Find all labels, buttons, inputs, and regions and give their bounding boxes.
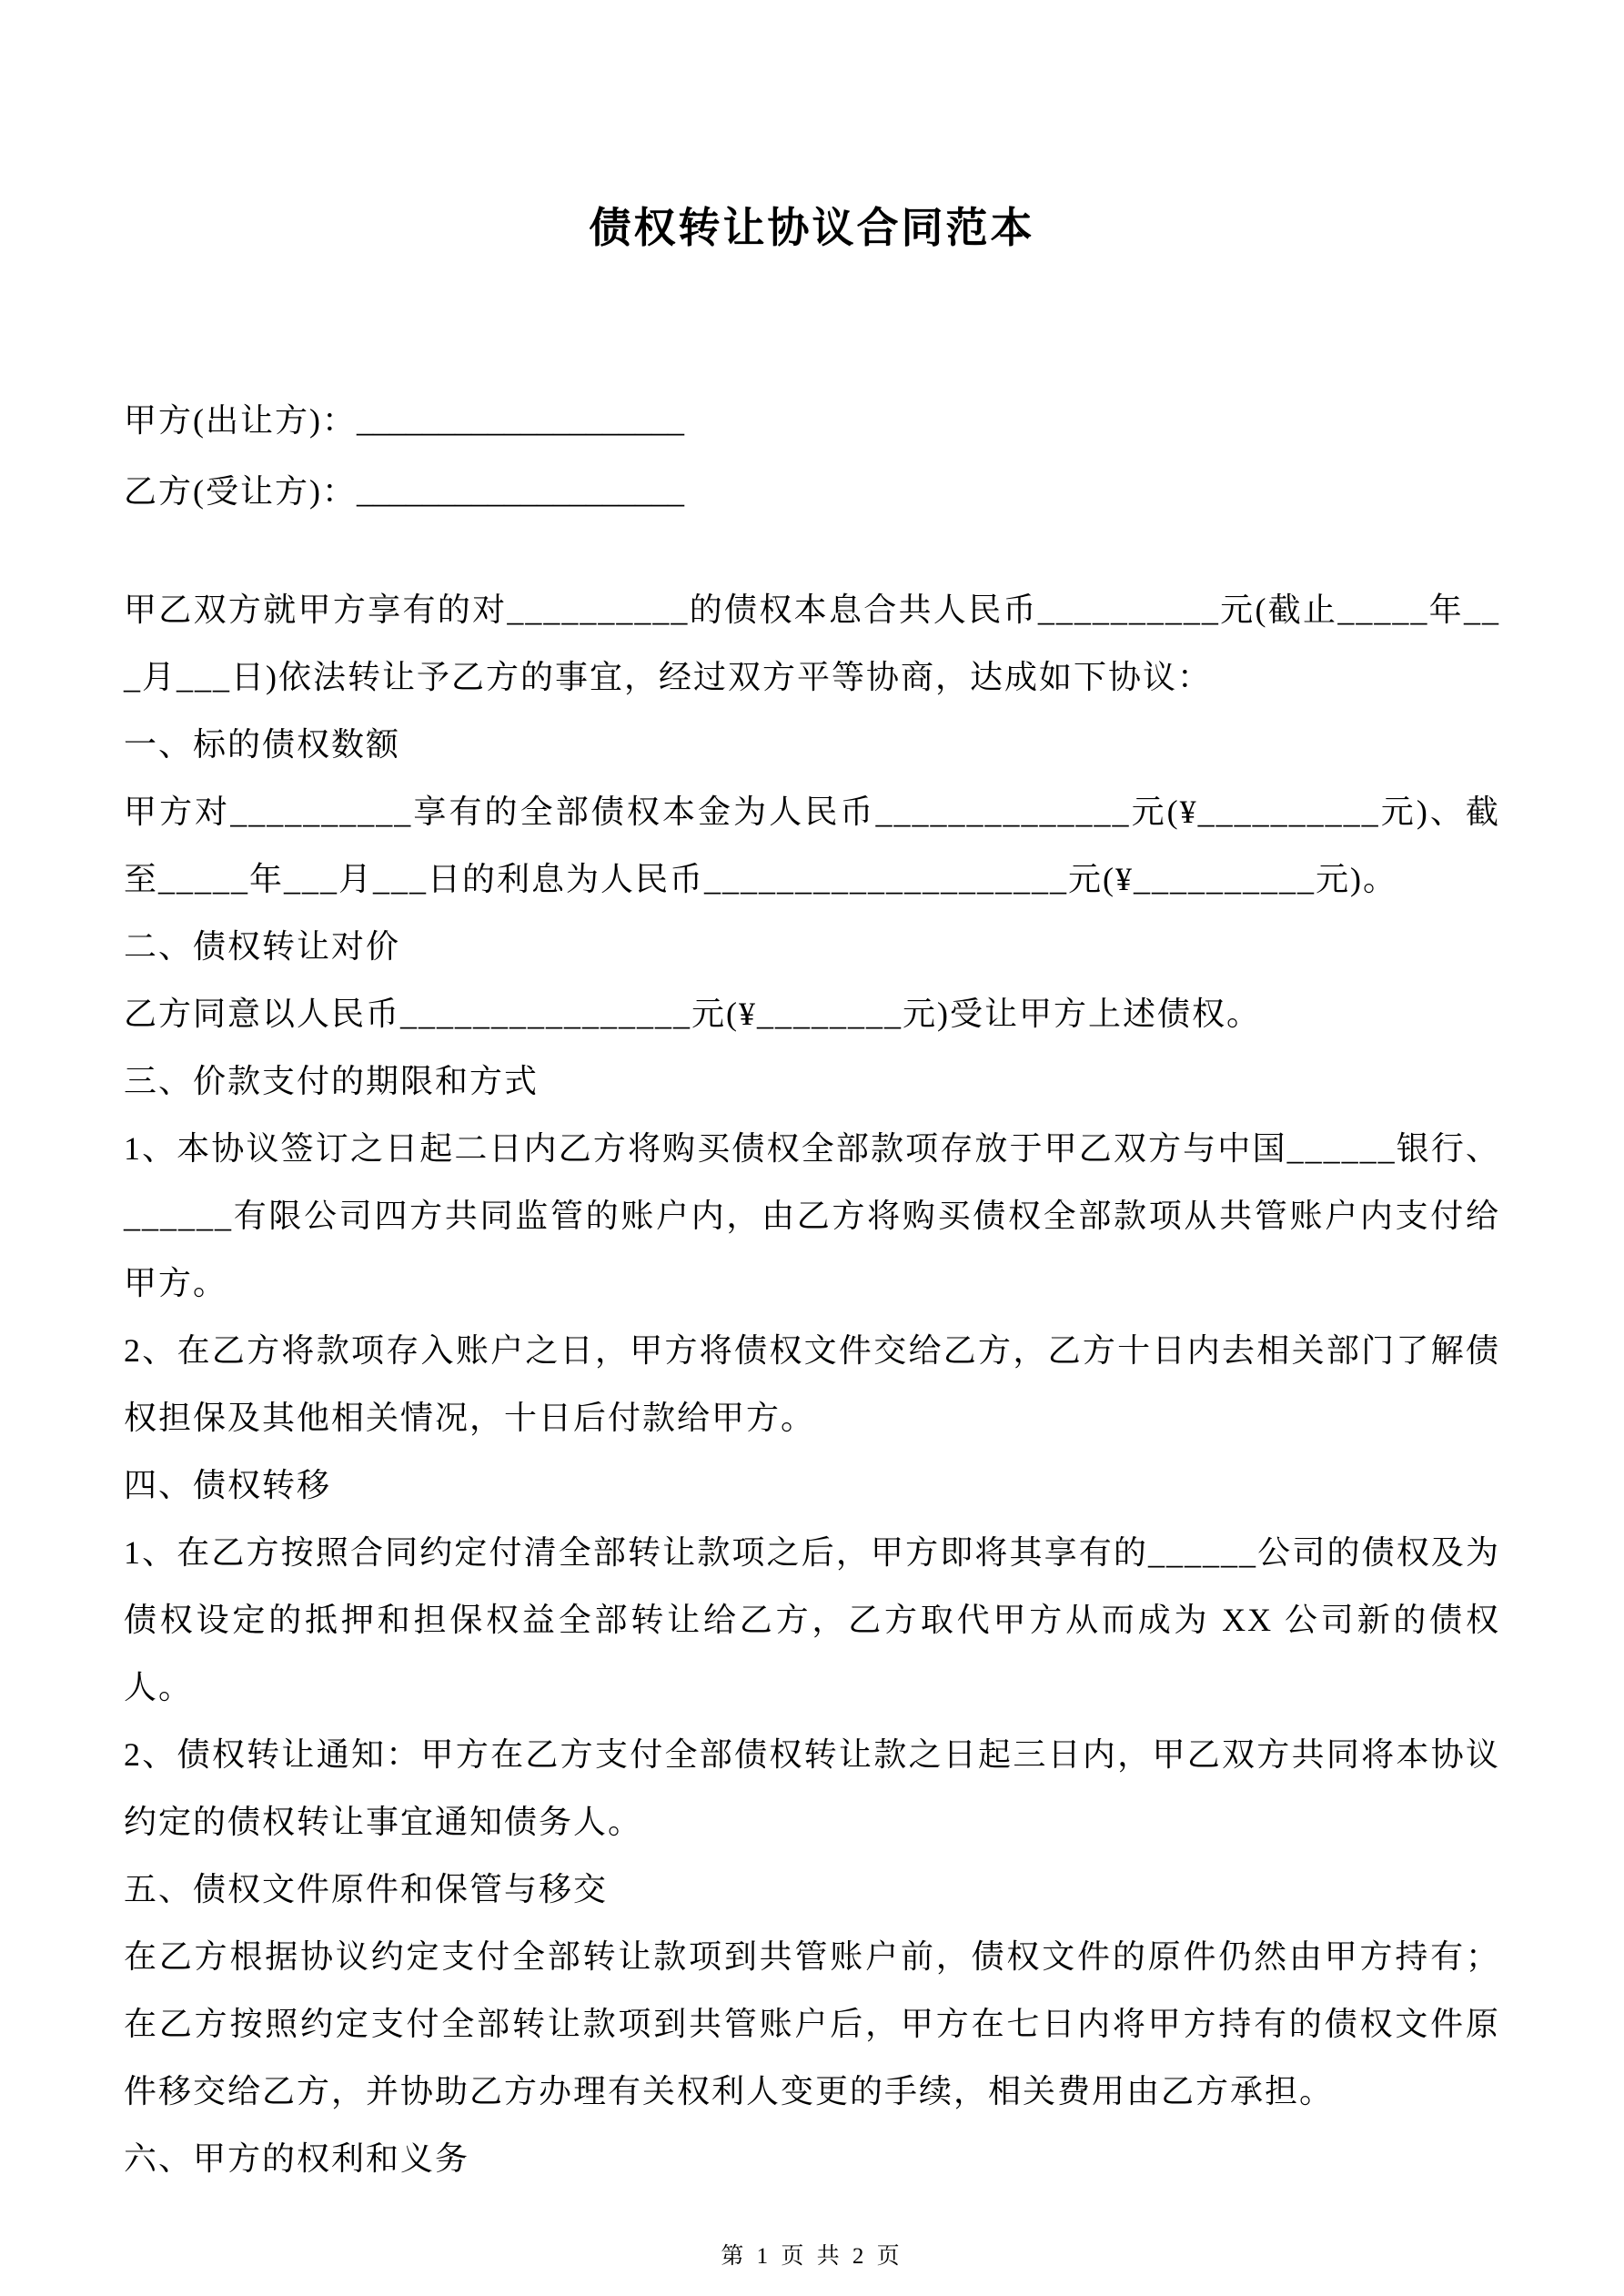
section-4-item-1: 1、在乙方按照合同约定付清全部转让款项之后，甲方即将其享有的______公司的债权及为债权设定的抵押和担保权益全部转让给乙方，乙方取代甲方从而成为 XX 公司新的债权人。 (124, 1533, 1500, 1705)
section-6-heading: 六、甲方的权利和义务 (124, 2139, 470, 2177)
section-4-item-2: 2、债权转让通知：甲方在乙方支付全部债权转让款之日起三日内，甲乙双方共同将本协议约定的债权转让事宜通知债务人。 (124, 1735, 1500, 1840)
party-b-label: 乙方(受让方)： (124, 472, 357, 510)
section-2-heading: 二、债权转让对价 (124, 927, 401, 965)
section-2-body: 乙方同意以人民币________________元(¥________元)受让甲方上述债权。 (124, 995, 1261, 1032)
party-a-line (124, 385, 1500, 456)
party-a-label: 甲方(出让方)： (124, 401, 357, 439)
page-number: 第 1 页 共 2 页 (721, 2244, 903, 2269)
section-3-item-1: 1、本协议签订之日起二日内乙方将购买债权全部款项存放于甲乙双方与中国______银行、______有限公司四方共同监管的账户内，由乙方将购买债权全部款项从共管账户内支付给甲方。 (124, 1129, 1500, 1301)
section-5-heading: 五、债权文件原件和保管与移交 (124, 1870, 609, 1907)
party-b-line (124, 456, 1500, 527)
party-a-blank-field: ____________________ (356, 401, 684, 439)
document-title: 债权转让协议合同范本 (589, 205, 1035, 251)
intro-paragraph: 甲乙双方就甲方享有的对__________的债权本息合共人民币__________元(截止_____年___月___日)依法转让予乙方的事宜，经过双方平等协商，达成如下协议： (124, 591, 1500, 695)
section-1-heading: 一、标的债权数额 (124, 725, 401, 763)
section-4-heading: 四、债权转移 (124, 1466, 332, 1503)
party-b-blank-field: ____________________ (356, 472, 684, 510)
section-3-item-2: 2、在乙方将款项存入账户之日，甲方将债权文件交给乙方，乙方十日内去相关部门了解债权担保及其他相关情况，十日后付款给甲方。 (124, 1331, 1500, 1436)
section-3-heading: 三、价款支付的期限和方式 (124, 1062, 540, 1099)
section-5-body: 在乙方根据协议约定支付全部转让款项到共管账户前，债权文件的原件仍然由甲方持有；在乙方按照约定支付全部转让款项到共管账户后，甲方在七日内将甲方持有的债权文件原件移交给乙方，并协助乙方办理有关权利人变更的手续，相关费用由乙方承担。 (124, 1937, 1500, 2109)
contract-body (124, 576, 1500, 2192)
section-1-body: 甲方对__________享有的全部债权本金为人民币______________元(¥__________元)、截至_____年___月___日的利息为人民币____________________元(¥__________元)。 (124, 793, 1500, 897)
parties-block (124, 385, 1500, 527)
